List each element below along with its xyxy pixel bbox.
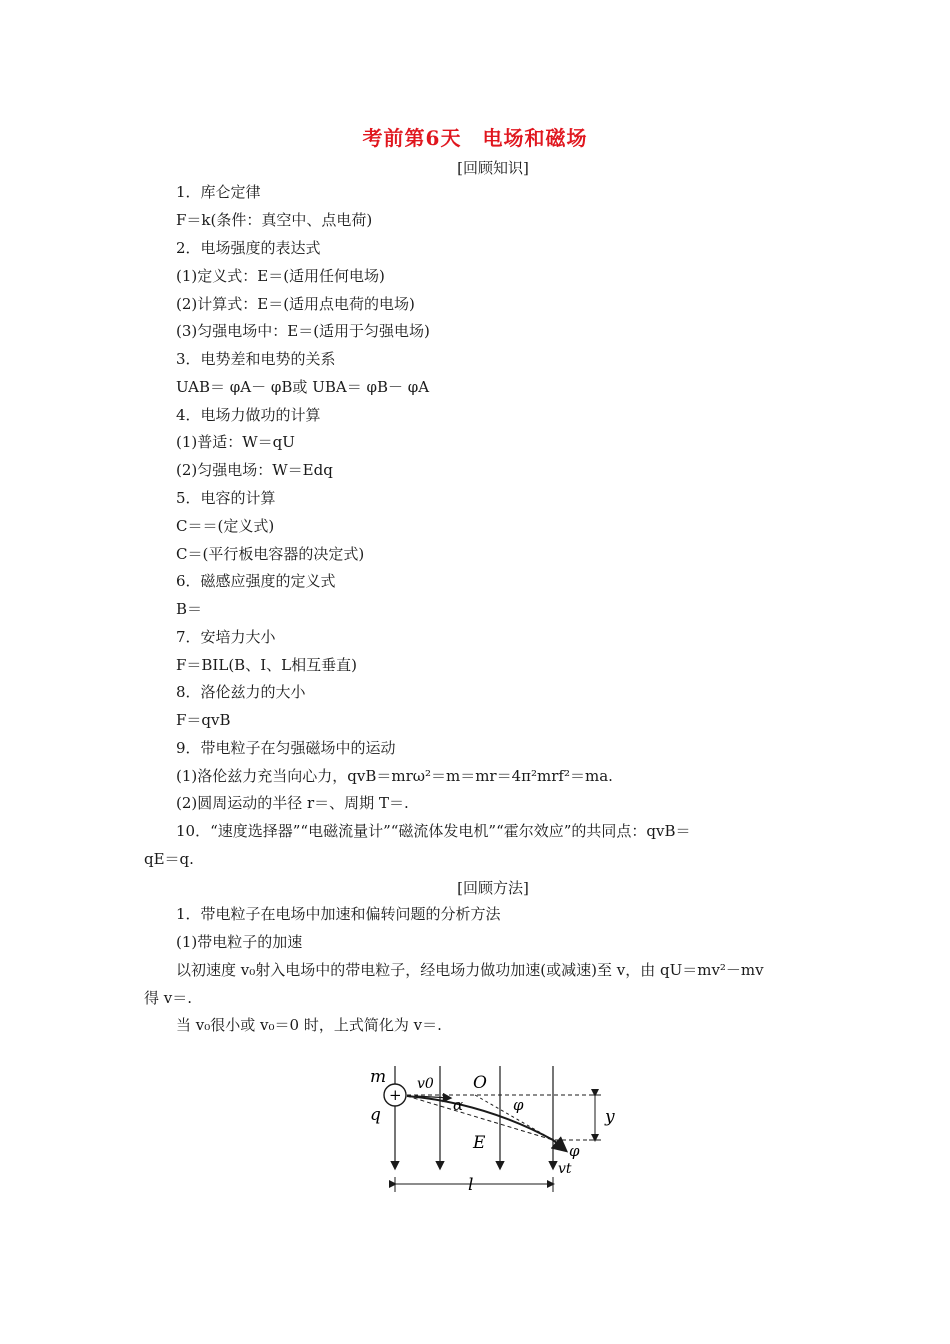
- knowledge-line: 7．安培力大小: [176, 628, 276, 646]
- knowledge-line: (2)圆周运动的半径 r＝、周期 T＝.: [176, 794, 409, 812]
- method-line: (1)带电粒子的加速: [176, 933, 303, 951]
- knowledge-line: B＝: [176, 600, 203, 618]
- plus-label: +: [389, 1086, 402, 1104]
- knowledge-line: C＝＝(定义式): [176, 517, 275, 535]
- method-line: 当 v₀很小或 v₀＝0 时，上式简化为 v＝.: [176, 1016, 442, 1034]
- knowledge-line: 1．库仑定律: [176, 183, 261, 201]
- label-v0: v0: [417, 1076, 434, 1092]
- section-knowledge-heading: [回顾知识]: [457, 159, 529, 177]
- knowledge-line: (2)计算式：E＝(适用点电荷的电场): [176, 295, 415, 313]
- knowledge-line: 6．磁感应强度的定义式: [176, 572, 336, 590]
- page-title: 考前第6天 电场和磁场: [362, 126, 588, 150]
- label-y: y: [605, 1107, 615, 1127]
- knowledge-line: 8．洛伦兹力的大小: [176, 683, 306, 701]
- label-phi2: φ: [569, 1142, 580, 1160]
- knowledge-line: F＝BIL(B、I、L相互垂直): [176, 656, 357, 674]
- label-phi: φ: [513, 1096, 524, 1114]
- method-line: 得 v＝.: [144, 989, 193, 1007]
- knowledge-line: 3．电势差和电势的关系: [176, 350, 336, 368]
- label-l: l: [468, 1175, 474, 1195]
- method-line: 以初速度 v₀射入电场中的带电粒子，经电场力做功加速(或减速)至 v，由 qU＝mv²－mv: [176, 961, 764, 979]
- knowledge-line: UAB＝ φA－ φB或 UBA＝ φB－ φA: [176, 378, 430, 396]
- knowledge-line: 4．电场力做功的计算: [176, 406, 321, 424]
- knowledge-line: (2)匀强电场：W＝Edq: [176, 461, 333, 479]
- knowledge-line: (1)洛伦兹力充当向心力，qvB＝mrω²＝m＝mr＝4π²mrf²＝ma.: [176, 767, 613, 785]
- knowledge-line: 5．电容的计算: [176, 489, 276, 507]
- label-m: m: [370, 1067, 387, 1087]
- knowledge-line: C＝(平行板电容器的决定式): [176, 545, 365, 563]
- method-line: 1．带电粒子在电场中加速和偏转问题的分析方法: [176, 905, 501, 923]
- knowledge-line: (1)定义式：E＝(适用任何电场): [176, 267, 385, 285]
- knowledge-line: (3)匀强电场中：E＝(适用于匀强电场): [176, 322, 430, 340]
- knowledge-line: F＝k(条件：真空中、点电荷): [176, 211, 373, 229]
- knowledge-line: (1)普适：W＝qU: [176, 433, 295, 451]
- knowledge-line: 10．“速度选择器”“电磁流量计”“磁流体发电机”“霍尔效应”的共同点：qvB＝: [176, 822, 691, 840]
- deflection-diagram: [355, 1058, 635, 1198]
- section-method-heading: [回顾方法]: [457, 879, 529, 897]
- label-E: E: [473, 1133, 486, 1153]
- trajectory: [407, 1096, 565, 1150]
- label-q: q: [370, 1105, 381, 1125]
- label-O: O: [473, 1073, 487, 1093]
- knowledge-line: qE＝q.: [144, 850, 194, 868]
- knowledge-line: 9．带电粒子在匀强磁场中的运动: [176, 739, 396, 757]
- knowledge-line: 2．电场强度的表达式: [176, 239, 321, 257]
- knowledge-line: F＝qvB: [176, 711, 231, 729]
- label-alpha: α: [453, 1096, 464, 1114]
- label-vt: vt: [558, 1161, 572, 1177]
